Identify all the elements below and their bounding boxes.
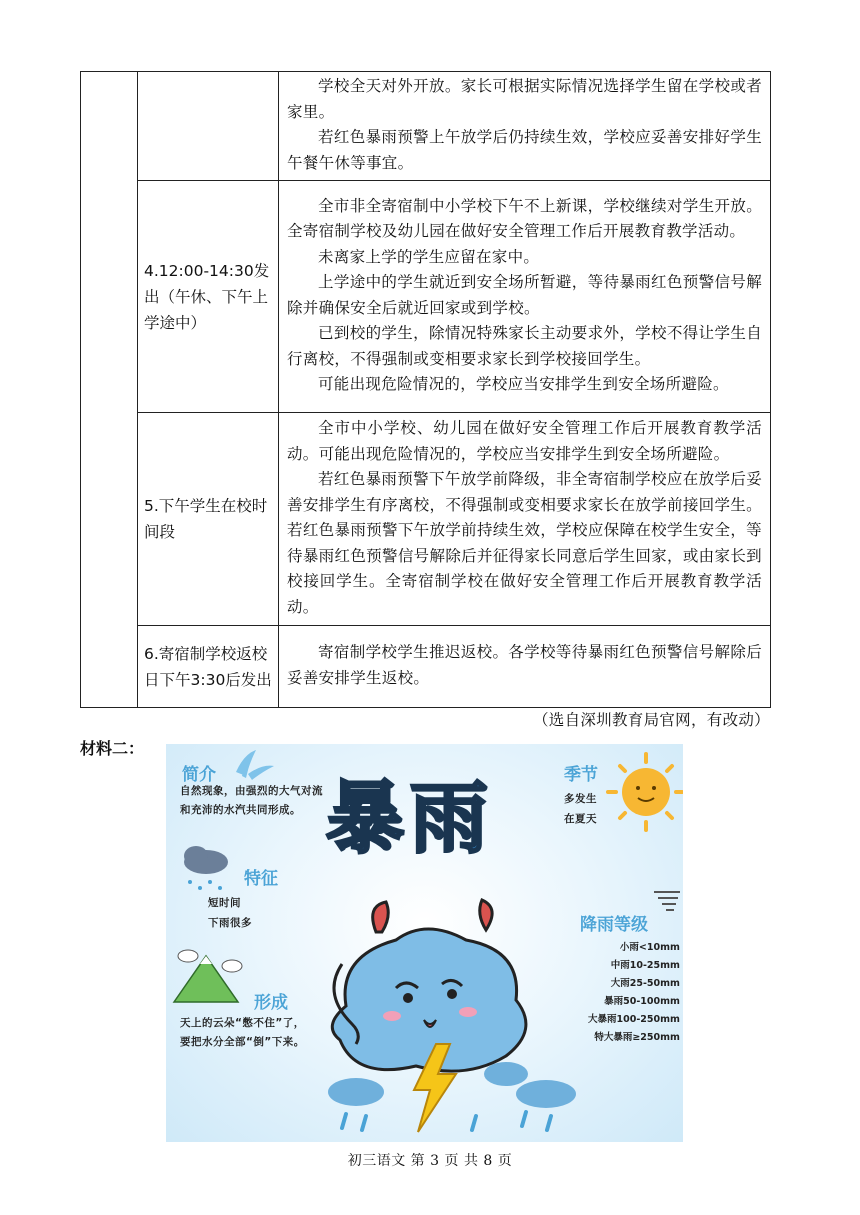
level-item: 特大暴雨≥250mm — [594, 1032, 680, 1043]
poster-title: 暴雨 — [326, 774, 495, 864]
paragraph: 上学途中的学生就近到安全场所暂避，等待暴雨红色预警信号解除并确保安全后就近回家或到学校。 — [287, 273, 762, 317]
rainstorm-poster — [166, 744, 683, 1142]
feature-title: 特征 — [244, 869, 278, 889]
level-item: 暴雨50-100mm — [604, 996, 680, 1007]
policy-table — [80, 71, 771, 708]
row-label: 6.寄宿制学校返校日下午3:30后发出 — [138, 626, 279, 708]
table-row — [81, 181, 771, 413]
rain-cloud-icon — [184, 846, 228, 890]
material-label: 材料二： — [80, 739, 145, 758]
page-footer: 初三语文 第 3 页 共 8 页 — [347, 1153, 513, 1169]
formation-title: 形成 — [254, 993, 288, 1013]
mountain-icon — [174, 950, 242, 1002]
levels-title: 降雨等级 — [580, 915, 648, 935]
paragraph: 若红色暴雨预警下午放学前降级，非全寄宿制学校应在放学后妥善安排学生有序离校，不得强制或变相要求家长在放学前接回学生。若红色暴雨预警下午放学前持续生效，学校应保障在校学生安全，等待暴雨红色预警信号解除后并征得家长同意后学生回家，或由家长到校接回学生。全寄宿制学校在做好安全管理工作后开展教育教学活动。 — [287, 470, 762, 616]
level-item: 中雨10-25mm — [610, 960, 680, 971]
row-content — [279, 626, 771, 708]
formation-text: 天上的云朵“憋不住”了，要把水分全部“倒”下来。 — [180, 1017, 305, 1048]
paragraph: 学校全天对外开放。家长可根据实际情况选择学生留在学校或者家里。 — [287, 77, 762, 121]
levels-list — [588, 939, 680, 1047]
sun-icon — [608, 754, 682, 830]
devil-cloud-icon — [332, 900, 526, 1071]
level-item: 大暴雨100-250mm — [588, 1014, 680, 1025]
category-cell — [81, 72, 138, 708]
intro-text: 自然现象，由强烈的大气对流和充沛的水汽共同形成。 — [180, 785, 323, 816]
season-title: 季节 — [564, 765, 598, 785]
season-text-1: 多发生 — [564, 793, 597, 805]
water-splash-icon — [236, 750, 274, 780]
feature-text-1: 短时间 — [208, 897, 241, 909]
paragraph: 可能出现危险情况的，学校应当安排学生到安全场所避险。 — [318, 375, 729, 393]
season-text-2: 在夏天 — [564, 813, 597, 825]
table-row — [81, 626, 771, 708]
paragraph: 寄宿制学校学生推迟返校。各学校等待暴雨红色预警信号解除后妥善安排学生返校。 — [287, 643, 762, 687]
row-content — [279, 413, 771, 626]
row-label: 5.下午学生在校时间段 — [138, 413, 279, 626]
row-content — [279, 72, 771, 181]
rain-drops-icon — [342, 1112, 551, 1130]
source-note: （选自深圳教育局官网，有改动） — [532, 711, 770, 729]
row-label — [138, 72, 279, 181]
level-item: 大雨25-50mm — [610, 978, 680, 989]
row-content — [279, 181, 771, 413]
paragraph: 全市中小学校、幼儿园在做好安全管理工作后开展教育教学活动。可能出现危险情况的，学校应当安排学生到安全场所避险。 — [287, 419, 762, 463]
row-label: 4.12:00-14:30发出（午休、下午上学途中） — [138, 181, 279, 413]
paragraph: 已到校的学生，除情况特殊家长主动要求外，学校不得让学生自行离校，不得强制或变相要求家长到学校接回学生。 — [287, 324, 762, 368]
table-row — [81, 72, 771, 181]
intro-title: 简介 — [182, 765, 216, 785]
paragraph: 未离家上学的学生应留在家中。 — [318, 247, 540, 266]
paragraph: 若红色暴雨预警上午放学后仍持续生效，学校应妥善安排好学生午餐午休等事宜。 — [287, 128, 762, 172]
level-item: 小雨<10mm — [619, 942, 680, 953]
tornado-icon — [654, 892, 680, 910]
paragraph: 全市非全寄宿制中小学校下午不上新课，学校继续对学生开放。全寄宿制学校及幼儿园在做好安全管理工作后开展教育教学活动。 — [287, 196, 762, 240]
feature-text-2: 下雨很多 — [208, 917, 252, 929]
table-row — [81, 413, 771, 626]
